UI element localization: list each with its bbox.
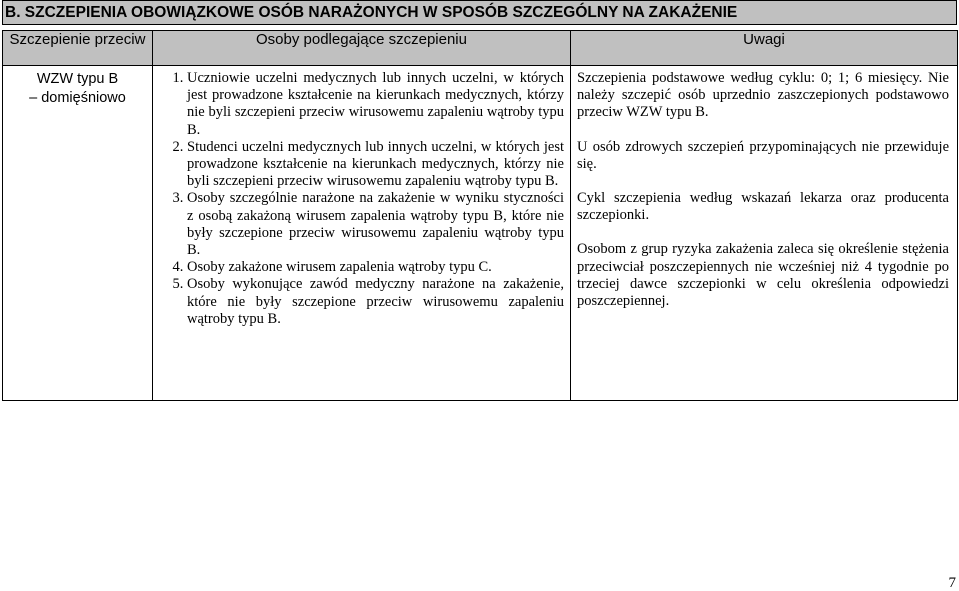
list-item: 2. Studenci uczelni medycznych lub innych uczelni, w których jest prowadzone kształcenie na kierunkach medycznych, którzy nie byli szczepieni przeciw wirusowemu zapaleniu wątroby typu B. (187, 139, 564, 191)
list-item: 1. Uczniowie uczelni medycznych lub innych uczelni, w których jest prowadzone kształcenie na kierunkach medycznych, którzy nie byli szczepieni przeciw wirusowemu zapaleniu wątroby typu B. (187, 70, 564, 139)
table-row (3, 66, 958, 401)
remark-paragraph: U osób zdrowych szczepień przypominających nie przewiduje się. (577, 138, 949, 172)
remarks-content (571, 66, 957, 310)
list-item: 5. Osoby wykonujące zawód medyczny narażone na zakażenie, które nie były szczepione przeciw wirusowemu zapaleniu wątroby typu B. (187, 276, 564, 328)
table-header-row (3, 31, 958, 66)
vaccination-table (2, 30, 958, 401)
header-vaccination-against: Szczepienie przeciw (3, 31, 153, 66)
persons-list (153, 66, 570, 328)
list-item: 4. Osoby zakażone wirusem zapalenia wątroby typu C. (187, 259, 564, 276)
persons-cell (153, 66, 571, 401)
section-title: B. SZCZEPIENIA OBOWIĄZKOWE OSÓB NARAŻONYCH W SPOSÓB SZCZEGÓLNY NA ZAKAŻENIE (2, 0, 957, 25)
page-number: 7 (948, 575, 956, 591)
remarks-cell (571, 66, 958, 401)
remark-paragraph: Cykl szczepienia według wskazań lekarza oraz producenta szczepionki. (577, 190, 949, 224)
vaccine-cell (3, 66, 153, 401)
vaccine-name: WZW typu B (36, 71, 119, 87)
remark-paragraph: Szczepienia podstawowe według cyklu: 0; 1; 6 miesięcy. Nie należy szczepić osób uprzednio zaszczepionych podstawowo przeciw WZW typu B. (577, 70, 949, 121)
vaccine-route: – domięśniowo (29, 90, 126, 106)
remark-paragraph: Osobom z grup ryzyka zakażenia zaleca się określenie stężenia przeciwciał poszczepiennych nie wcześniej niż 4 tygodnie po trzeciej dawce szczepionki w celu określenia odpowiedzi poszczepiennej. (577, 241, 949, 310)
list-item: 3. Osoby szczególnie narażone na zakażenie w wyniku styczności z osobą zakażoną wirusem zapalenia wątroby typu B, które nie były szczepione przeciw wirusowemu zapaleniu wątroby typu B. (187, 190, 564, 259)
header-remarks: Uwagi (571, 31, 958, 66)
header-persons-subject: Osoby podlegające szczepieniu (153, 31, 571, 66)
